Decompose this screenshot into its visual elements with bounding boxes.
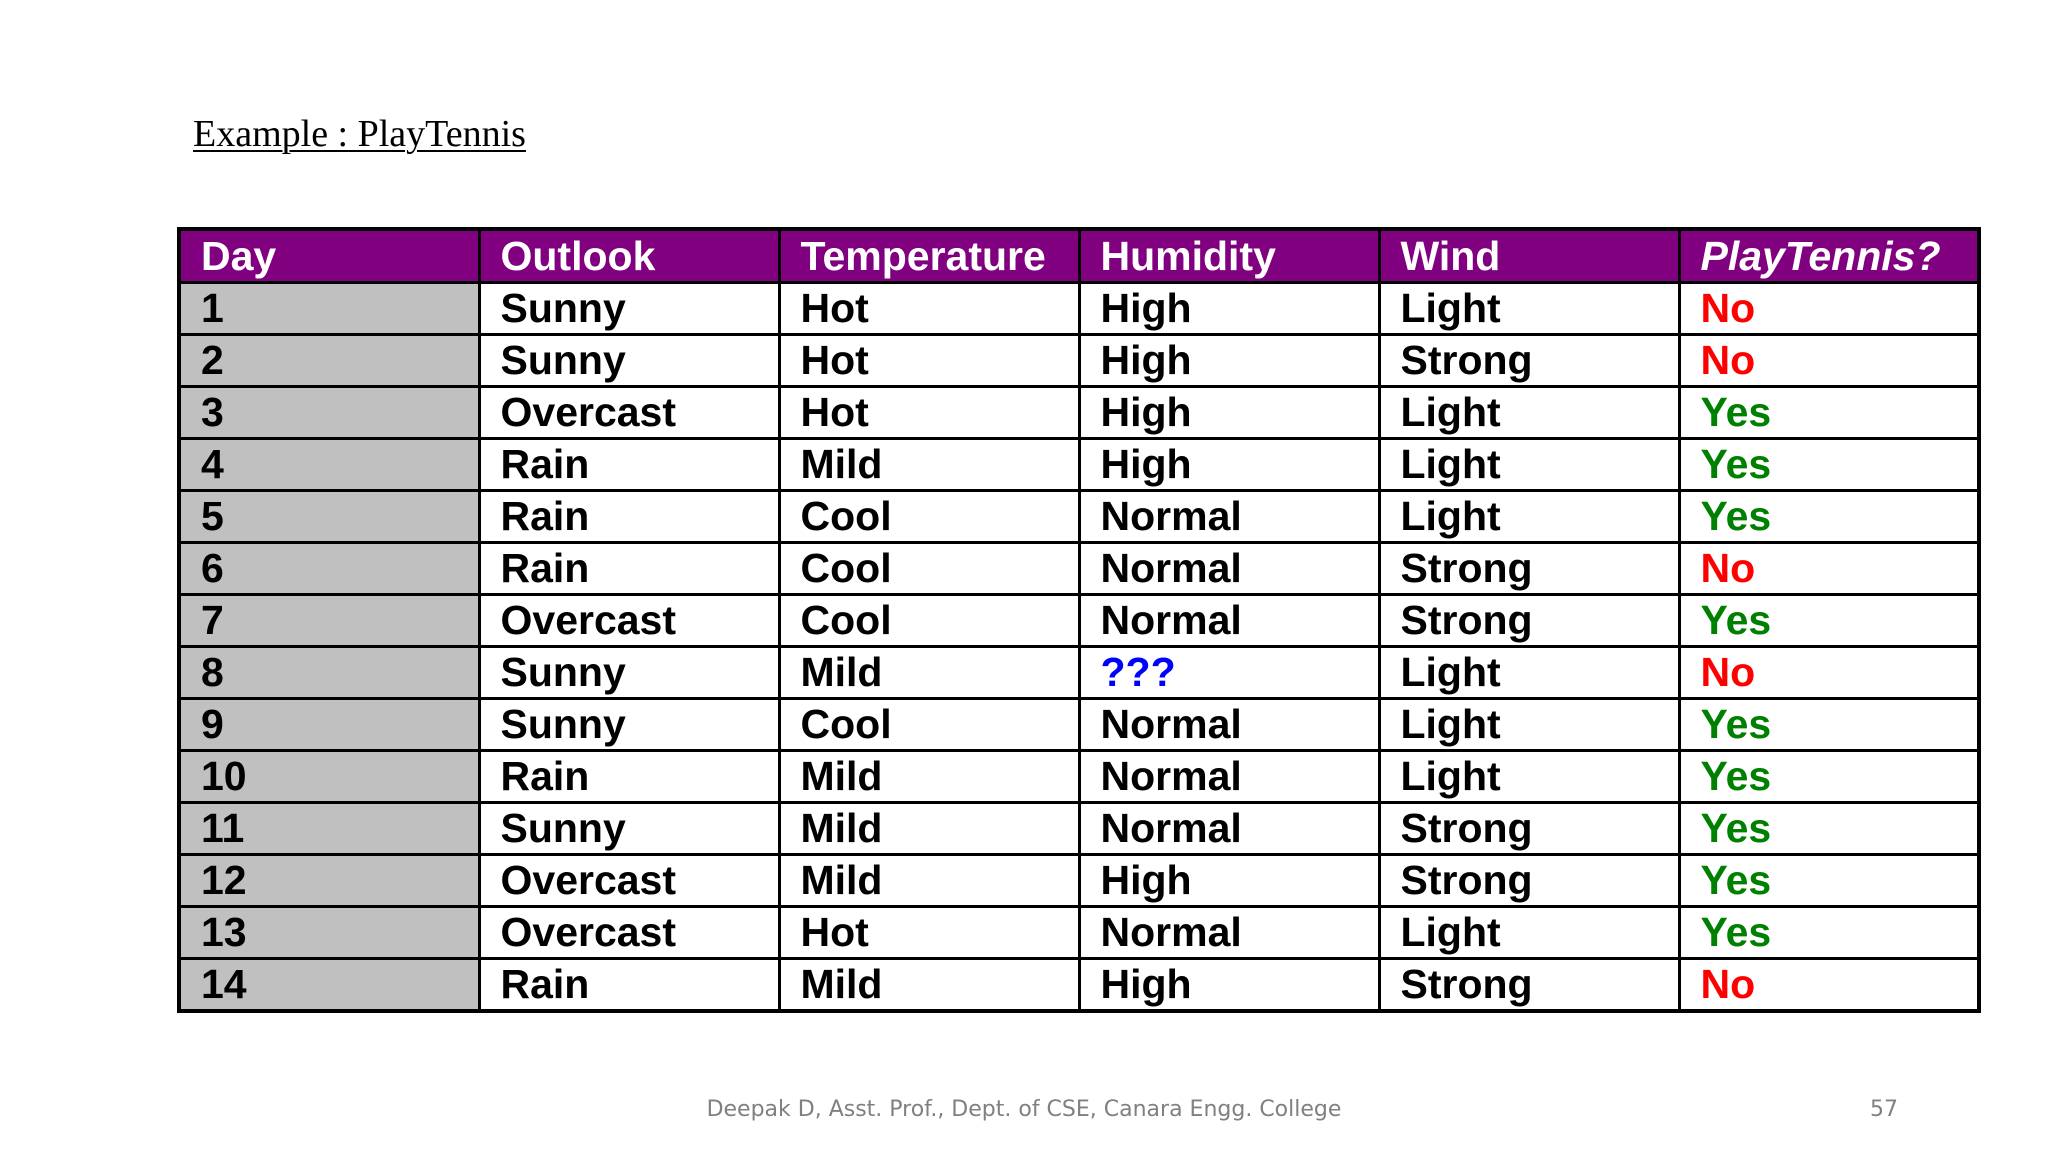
temperature-cell: Hot: [779, 335, 1079, 387]
wind-cell: Light: [1379, 751, 1679, 803]
wind-cell: Strong: [1379, 803, 1679, 855]
wind-cell: Strong: [1379, 855, 1679, 907]
day-cell: 1: [179, 283, 479, 335]
day-cell: 6: [179, 543, 479, 595]
temperature-cell: Mild: [779, 751, 1079, 803]
humidity-cell: High: [1079, 959, 1379, 1012]
playtennis-cell: Yes: [1679, 595, 1979, 647]
day-cell: 12: [179, 855, 479, 907]
table-row: [179, 751, 1979, 803]
wind-cell: Strong: [1379, 543, 1679, 595]
playtennis-cell: Yes: [1679, 907, 1979, 959]
playtennis-cell: No: [1679, 647, 1979, 699]
playtennis-cell: No: [1679, 543, 1979, 595]
table-row: [179, 439, 1979, 491]
wind-cell: Strong: [1379, 595, 1679, 647]
slide-title: Example : PlayTennis: [193, 113, 526, 155]
playtennis-cell: Yes: [1679, 751, 1979, 803]
day-cell: 8: [179, 647, 479, 699]
table-row: [179, 803, 1979, 855]
day-cell: 9: [179, 699, 479, 751]
wind-cell: Light: [1379, 283, 1679, 335]
temperature-cell: Mild: [779, 855, 1079, 907]
playtennis-cell: Yes: [1679, 699, 1979, 751]
playtennis-cell: Yes: [1679, 491, 1979, 543]
humidity-cell-unknown: ???: [1079, 647, 1379, 699]
playtennis-cell: Yes: [1679, 439, 1979, 491]
outlook-cell: Sunny: [479, 699, 779, 751]
outlook-cell: Rain: [479, 751, 779, 803]
header-outlook: Outlook: [479, 229, 779, 283]
wind-cell: Strong: [1379, 959, 1679, 1012]
header-humidity: Humidity: [1079, 229, 1379, 283]
playtennis-cell: No: [1679, 283, 1979, 335]
temperature-cell: Mild: [779, 647, 1079, 699]
wind-cell: Light: [1379, 907, 1679, 959]
table-row: [179, 959, 1979, 1012]
playtennis-cell: Yes: [1679, 803, 1979, 855]
temperature-cell: Cool: [779, 543, 1079, 595]
day-cell: 4: [179, 439, 479, 491]
wind-cell: Light: [1379, 699, 1679, 751]
humidity-cell: Normal: [1079, 491, 1379, 543]
humidity-cell: High: [1079, 335, 1379, 387]
humidity-cell: High: [1079, 439, 1379, 491]
temperature-cell: Cool: [779, 699, 1079, 751]
header-wind: Wind: [1379, 229, 1679, 283]
playtennis-cell: Yes: [1679, 855, 1979, 907]
table-row: [179, 907, 1979, 959]
temperature-cell: Mild: [779, 959, 1079, 1012]
day-cell: 13: [179, 907, 479, 959]
day-cell: 3: [179, 387, 479, 439]
table-row: [179, 855, 1979, 907]
header-day: Day: [179, 229, 479, 283]
outlook-cell: Rain: [479, 439, 779, 491]
day-cell: 14: [179, 959, 479, 1012]
playtennis-cell: No: [1679, 959, 1979, 1012]
humidity-cell: Normal: [1079, 803, 1379, 855]
footer-credit: Deepak D, Asst. Prof., Dept. of CSE, Canara Engg. College: [706, 1097, 1342, 1122]
humidity-cell: Normal: [1079, 595, 1379, 647]
temperature-cell: Hot: [779, 907, 1079, 959]
wind-cell: Light: [1379, 439, 1679, 491]
playtennis-cell: No: [1679, 335, 1979, 387]
temperature-cell: Hot: [779, 387, 1079, 439]
header-playtennis: PlayTennis?: [1679, 229, 1979, 283]
wind-cell: Strong: [1379, 335, 1679, 387]
table-row: [179, 491, 1979, 543]
playtennis-table: [177, 227, 1981, 1013]
humidity-cell: Normal: [1079, 907, 1379, 959]
page-number: 57: [1870, 1097, 1898, 1122]
table-row: [179, 647, 1979, 699]
humidity-cell: Normal: [1079, 543, 1379, 595]
humidity-cell: High: [1079, 283, 1379, 335]
table-row: [179, 283, 1979, 335]
day-cell: 2: [179, 335, 479, 387]
day-cell: 11: [179, 803, 479, 855]
wind-cell: Light: [1379, 387, 1679, 439]
outlook-cell: Sunny: [479, 647, 779, 699]
day-cell: 7: [179, 595, 479, 647]
table-row: [179, 699, 1979, 751]
outlook-cell: Rain: [479, 543, 779, 595]
header-temperature: Temperature: [779, 229, 1079, 283]
wind-cell: Light: [1379, 491, 1679, 543]
outlook-cell: Overcast: [479, 387, 779, 439]
outlook-cell: Rain: [479, 491, 779, 543]
day-cell: 10: [179, 751, 479, 803]
table-row: [179, 335, 1979, 387]
table-row: [179, 595, 1979, 647]
humidity-cell: High: [1079, 855, 1379, 907]
temperature-cell: Mild: [779, 803, 1079, 855]
humidity-cell: High: [1079, 387, 1379, 439]
outlook-cell: Sunny: [479, 283, 779, 335]
temperature-cell: Cool: [779, 595, 1079, 647]
wind-cell: Light: [1379, 647, 1679, 699]
table-row: [179, 387, 1979, 439]
outlook-cell: Sunny: [479, 335, 779, 387]
humidity-cell: Normal: [1079, 699, 1379, 751]
temperature-cell: Cool: [779, 491, 1079, 543]
outlook-cell: Overcast: [479, 855, 779, 907]
outlook-cell: Overcast: [479, 595, 779, 647]
table-row: [179, 543, 1979, 595]
temperature-cell: Hot: [779, 283, 1079, 335]
outlook-cell: Sunny: [479, 803, 779, 855]
humidity-cell: Normal: [1079, 751, 1379, 803]
temperature-cell: Mild: [779, 439, 1079, 491]
day-cell: 5: [179, 491, 479, 543]
outlook-cell: Overcast: [479, 907, 779, 959]
table-header-row: [179, 229, 1979, 283]
playtennis-cell: Yes: [1679, 387, 1979, 439]
outlook-cell: Rain: [479, 959, 779, 1012]
